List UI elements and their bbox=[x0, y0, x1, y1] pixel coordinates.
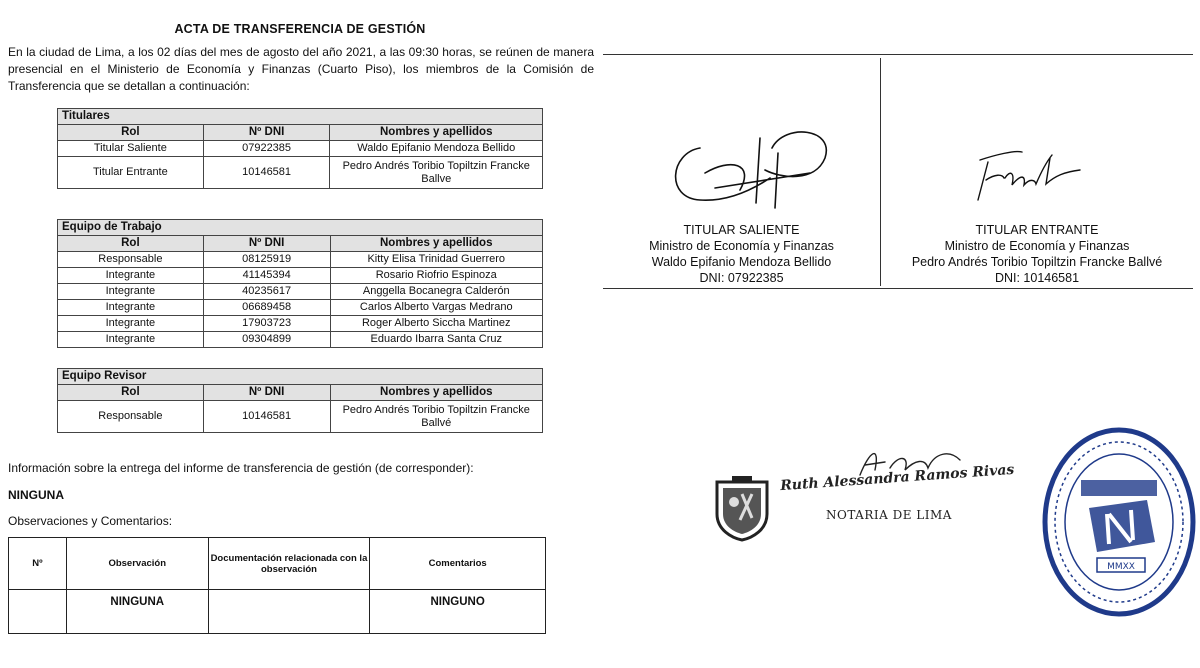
obs-header-documentacion: Documentación relacionada con la observación bbox=[208, 538, 370, 590]
signature-bottom-line bbox=[603, 288, 1193, 289]
signature-block-entrante bbox=[881, 222, 1193, 286]
cell-nombres: Pedro Andrés Toribio Topiltzin Francke Ballve bbox=[330, 157, 543, 189]
header-rol: Rol bbox=[58, 236, 204, 252]
observations-table bbox=[8, 537, 546, 634]
cell-nombres: Kitty Elisa Trinidad Guerrero bbox=[330, 252, 543, 268]
cell-nombres: Rosario Riofrio Espinoza bbox=[330, 268, 543, 284]
header-rol: Rol bbox=[58, 125, 204, 141]
cell-nombres: Waldo Epifanio Mendoza Bellido bbox=[330, 141, 543, 157]
titulares-table bbox=[57, 108, 543, 189]
entrante-role: TITULAR ENTRANTE bbox=[975, 223, 1099, 237]
cell-rol: Integrante bbox=[58, 332, 204, 348]
cell-nombres: Roger Alberto Siccha Martinez bbox=[330, 316, 543, 332]
header-dni: Nº DNI bbox=[203, 125, 330, 141]
cell-dni: 06689458 bbox=[203, 300, 330, 316]
section-label-titulares: Titulares bbox=[58, 109, 543, 125]
section-label-equipo-trabajo: Equipo de Trabajo bbox=[58, 220, 543, 236]
observations-label: Observaciones y Comentarios: bbox=[8, 514, 173, 528]
equipo-trabajo-table bbox=[57, 219, 543, 348]
header-nombres: Nombres y apellidos bbox=[330, 125, 543, 141]
intro-paragraph: En la ciudad de Lima, a los 02 días del mes de agosto del año 2021, a las 09:30 horas, se reúnen de manera presencial en el Ministerio de Economía y Finanzas (Cuarto Piso), los miembros de la Comisión de Transferencia que se detallan a continuación: bbox=[8, 45, 594, 93]
cell-rol: Integrante bbox=[58, 300, 204, 316]
obs-cell-comentarios: NINGUNO bbox=[370, 590, 546, 634]
cell-nombres: Pedro Andrés Toribio Topiltzin Francke Ballvé bbox=[330, 401, 542, 433]
table-row bbox=[58, 157, 543, 189]
table-row bbox=[58, 268, 543, 284]
signature-top-line bbox=[603, 54, 1193, 55]
document-title: ACTA DE TRANSFERENCIA DE GESTIÓN bbox=[174, 22, 426, 36]
obs-cell-num bbox=[9, 590, 67, 634]
cell-rol: Integrante bbox=[58, 268, 204, 284]
cell-rol: Integrante bbox=[58, 284, 204, 300]
signature-saliente bbox=[660, 118, 840, 218]
cell-dni: 08125919 bbox=[203, 252, 330, 268]
cell-rol: Responsable bbox=[58, 252, 204, 268]
cell-dni: 07922385 bbox=[203, 141, 330, 157]
header-rol: Rol bbox=[58, 385, 204, 401]
signature-block-saliente bbox=[603, 222, 880, 286]
cell-rol: Responsable bbox=[58, 401, 204, 433]
cell-rol: Titular Saliente bbox=[58, 141, 204, 157]
notary-title: NOTARIA DE LIMA bbox=[826, 508, 952, 522]
obs-header-num: Nº bbox=[9, 538, 67, 590]
saliente-dni: DNI: 07922385 bbox=[699, 271, 784, 285]
table-row bbox=[58, 332, 543, 348]
info-value: NINGUNA bbox=[8, 488, 64, 502]
cell-dni: 17903723 bbox=[203, 316, 330, 332]
table-row bbox=[58, 300, 543, 316]
cell-dni: 10146581 bbox=[203, 401, 330, 433]
notary-seal-icon bbox=[1037, 422, 1197, 622]
table-row bbox=[58, 401, 543, 433]
obs-cell-documentacion bbox=[208, 590, 370, 634]
table-row bbox=[58, 141, 543, 157]
cell-rol: Integrante bbox=[58, 316, 204, 332]
equipo-revisor-table bbox=[57, 368, 543, 433]
table-row bbox=[58, 316, 543, 332]
entrante-dni: DNI: 10146581 bbox=[994, 271, 1080, 285]
cell-nombres: Carlos Alberto Vargas Medrano bbox=[330, 300, 543, 316]
obs-cell-observacion: NINGUNA bbox=[66, 590, 208, 634]
cell-dni: 09304899 bbox=[203, 332, 330, 348]
signature-entrante bbox=[960, 140, 1100, 210]
cell-dni: 10146581 bbox=[203, 157, 330, 189]
cell-dni: 40235617 bbox=[203, 284, 330, 300]
obs-header-comentarios: Comentarios bbox=[370, 538, 546, 590]
seal-text: MMXX bbox=[1107, 562, 1135, 572]
coat-of-arms-icon bbox=[712, 474, 772, 542]
info-label: Información sobre la entrega del informe de transferencia de gestión (de corresponder): bbox=[8, 461, 474, 475]
header-nombres: Nombres y apellidos bbox=[330, 236, 543, 252]
table-row bbox=[58, 284, 543, 300]
header-nombres: Nombres y apellidos bbox=[330, 385, 542, 401]
entrante-ministry: Ministro de Economía y Finanzas bbox=[944, 239, 1130, 253]
notary-name: Ruth Alessandra Ramos Rivas bbox=[779, 461, 1015, 495]
obs-header-observacion: Observación bbox=[66, 538, 208, 590]
cell-nombres: Anggella Bocanegra Calderón bbox=[330, 284, 543, 300]
header-dni: Nº DNI bbox=[203, 385, 330, 401]
header-dni: Nº DNI bbox=[203, 236, 330, 252]
entrante-name: Pedro Andrés Toribio Topiltzin Francke Ballvé bbox=[911, 255, 1163, 269]
saliente-role: TITULAR SALIENTE bbox=[683, 223, 800, 237]
saliente-name: Waldo Epifanio Mendoza Bellido bbox=[651, 255, 832, 269]
section-label-equipo-revisor: Equipo Revisor bbox=[58, 369, 543, 385]
table-row bbox=[9, 590, 546, 634]
table-row bbox=[58, 252, 543, 268]
cell-dni: 41145394 bbox=[203, 268, 330, 284]
cell-nombres: Eduardo Ibarra Santa Cruz bbox=[330, 332, 543, 348]
saliente-ministry: Ministro de Economía y Finanzas bbox=[649, 239, 834, 253]
cell-rol: Titular Entrante bbox=[58, 157, 204, 189]
